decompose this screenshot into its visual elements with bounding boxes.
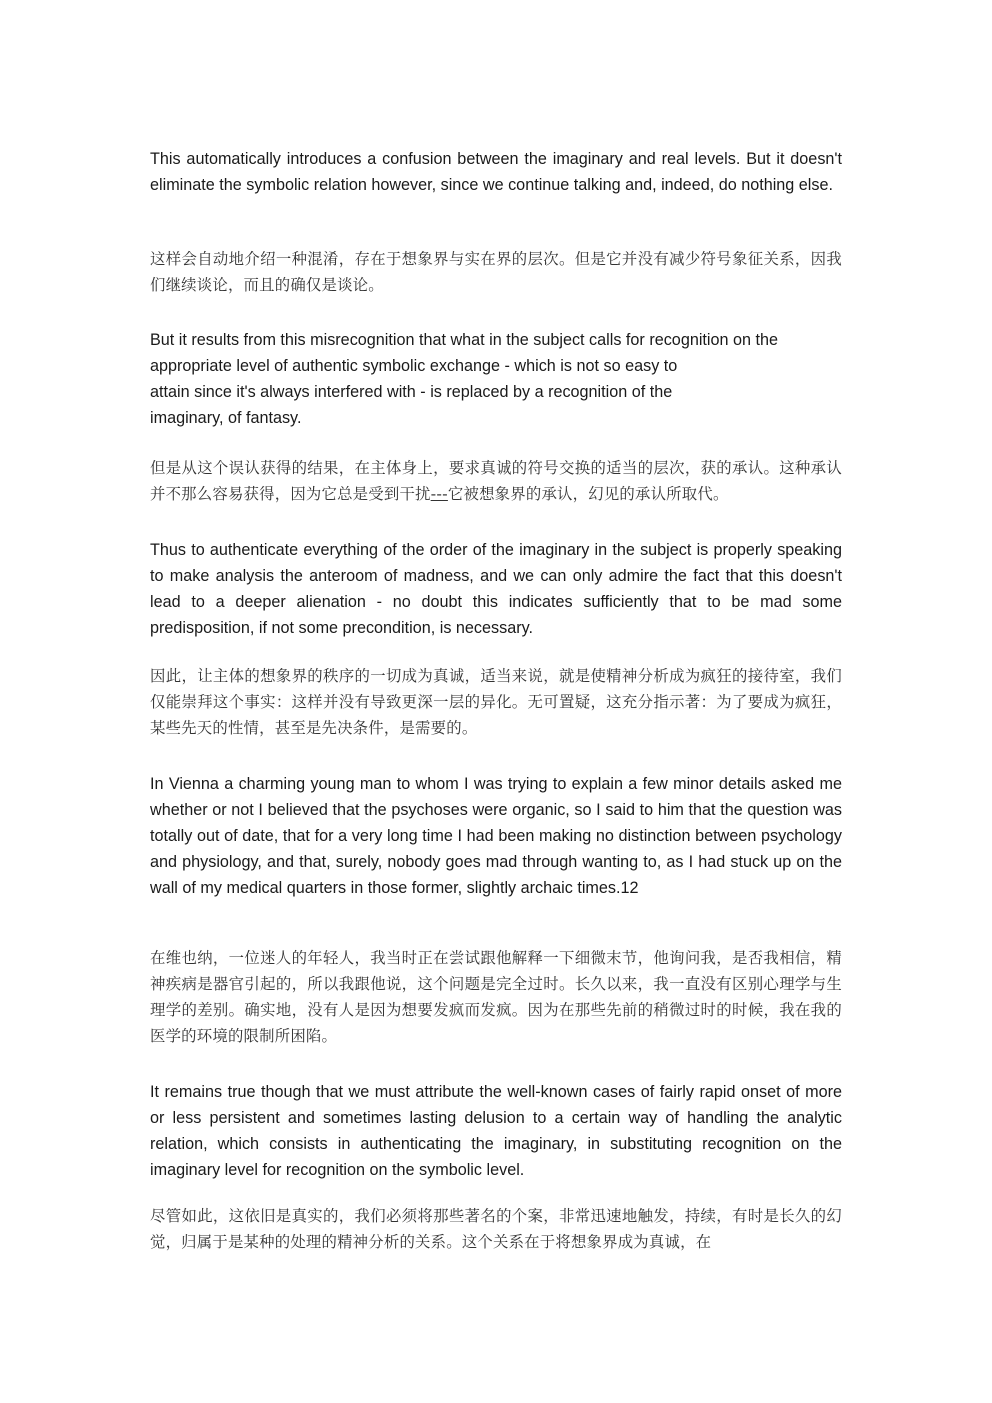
paragraph-text: 它被想象界的承认，幻见的承认所取代。 bbox=[447, 485, 729, 503]
paragraph-line: attain since it's always interfered with - is replaced by a recognition of the bbox=[150, 383, 673, 401]
paragraph-chinese-2 bbox=[150, 455, 842, 507]
paragraph-english-4: In Vienna a charming young man to whom I was trying to explain a few minor details asked me whether or not I believed that the psychoses were organic, so I said to him that the question was totally out of date, that for a very long time I had been making no distinction between psychology and physiology, and that, surely, nobody goes mad through wanting to, as I had stuck up on the wall of my medical quarters in those former, slightly archaic times.12 bbox=[150, 775, 842, 897]
paragraph-line: But it results from this misrecognition that what in the subject calls for recognition on the bbox=[150, 331, 779, 349]
paragraph-text: 但是从这个误认获得的结果，在主体身上，要求真诚的符号交换的适当的层次，获的承认。这种承认并不那么容易获得，因为它总是受到干扰 bbox=[150, 459, 842, 503]
paragraph-english-3: Thus to authenticate everything of the order of the imaginary in the subject is properly speaking to make analysis the anteroom of madness, and we can only admire the fact that this doesn't lead to a deeper alienation - no doubt this indicates sufficiently that to be mad some predisposition, if not some precondition, is necessary. bbox=[150, 541, 842, 637]
paragraph-english-1: This automatically introduces a confusion between the imaginary and real levels. But it doesn't eliminate the symbolic relation however, since we continue talking and, indeed, do nothing else. bbox=[150, 150, 842, 194]
underlined-dashes: --- bbox=[430, 485, 448, 503]
document-body bbox=[150, 146, 842, 1255]
paragraph-line: imaginary, of fantasy. bbox=[150, 409, 302, 427]
paragraph-chinese-1: 这样会自动地介绍一种混淆，存在于想象界与实在界的层次。但是它并没有减少符号象征关系，因我们继续谈论，而且的确仅是谈论。 bbox=[150, 250, 842, 294]
paragraph-english-2 bbox=[150, 327, 842, 431]
paragraph-english-5: It remains true though that we must attribute the well-known cases of fairly rapid onset of more or less persistent and sometimes lasting delusion to a certain way of handling the analytic relation, which consists in authenticating the imaginary, in substituting recognition on the imaginary level for recognition on the symbolic level. bbox=[150, 1083, 842, 1179]
paragraph-chinese-5: 尽管如此，这依旧是真实的，我们必须将那些著名的个案，非常迅速地触发，持续，有时是长久的幻觉，归属于是某种的处理的精神分析的关系。这个关系在于将想象界成为真诚，在 bbox=[150, 1207, 842, 1251]
paragraph-line: appropriate level of authentic symbolic exchange - which is not so easy to bbox=[150, 357, 678, 375]
paragraph-chinese-3: 因此，让主体的想象界的秩序的一切成为真诚，适当来说，就是使精神分析成为疯狂的接待室，我们仅能崇拜这个事实：这样并没有导致更深一层的异化。无可置疑，这充分指示著：为了要成为疯狂，某些先天的性情，甚至是先决条件，是需要的。 bbox=[150, 667, 842, 737]
paragraph-chinese-4: 在维也纳，一位迷人的年轻人，我当时正在尝试跟他解释一下细微末节，他询问我，是否我相信，精神疾病是器官引起的，所以我跟他说，这个问题是完全过时。长久以来，我一直没有区别心理学与生理学的差别。确实地，没有人是因为想要发疯而发疯。因为在那些先前的稍微过时的时候，我在我的医学的环境的限制所困陷。 bbox=[150, 949, 842, 1045]
